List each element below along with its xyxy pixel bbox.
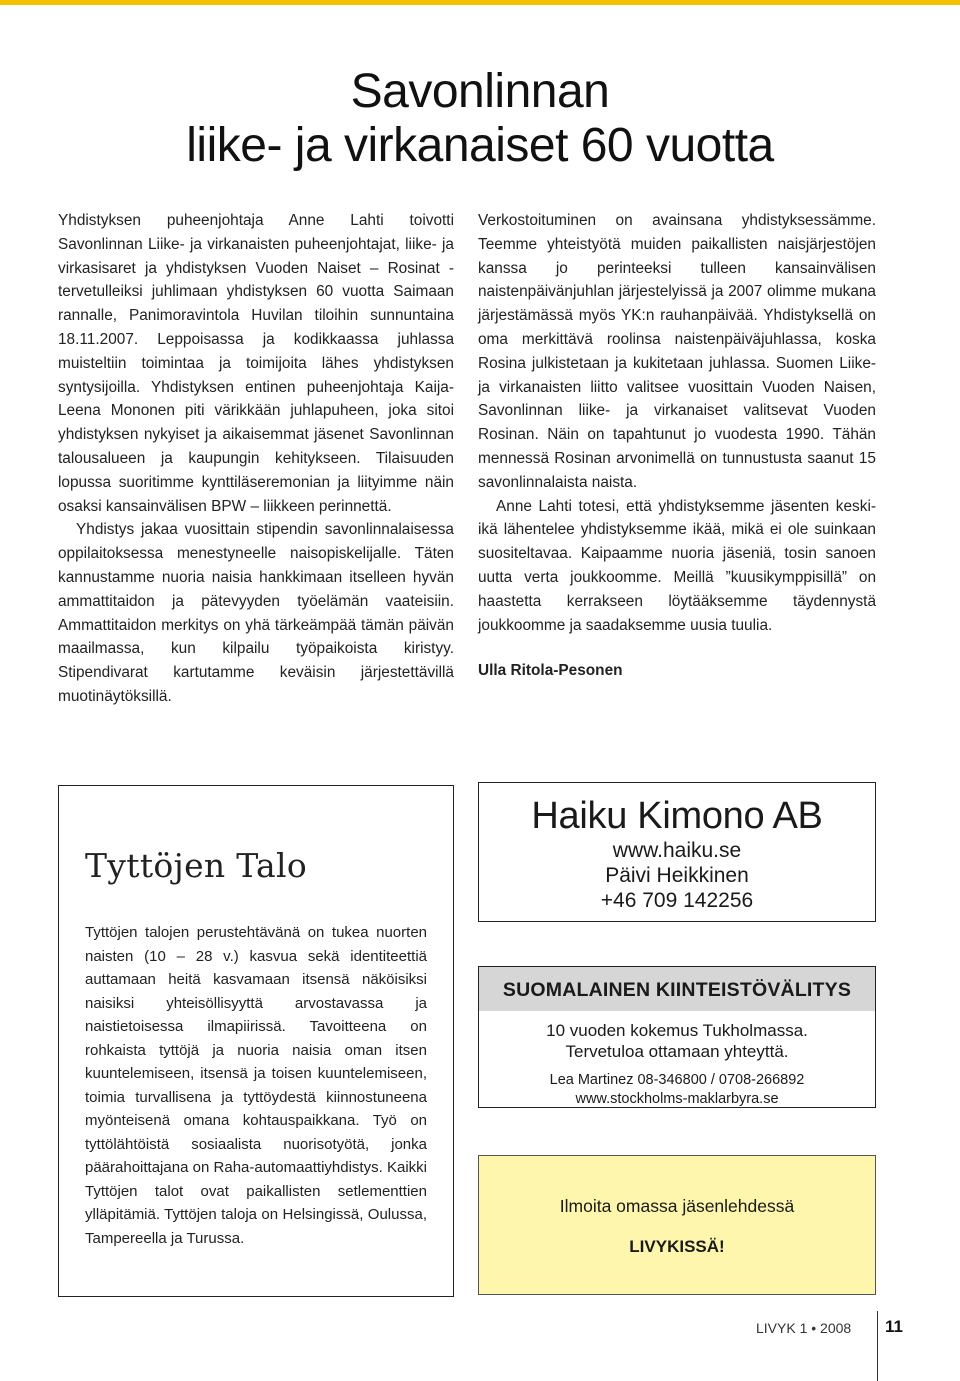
ad-haiku-kimono — [478, 782, 876, 922]
article-right-column — [478, 209, 876, 683]
ad-talo-body: Tyttöjen talojen perustehtävänä on tukea nuorten naisten (10 – 28 v.) kasvua sekä identiteettiä auttamaan heitä kasvamaan itsensä näköisiksi naisiksi yhteisöllisyyttä arvostavassa ja naistietoisessa ilmapiirissä. Tavoitteena on rohkaista tyttöjä ja nuoria naisia oman itsen kuuntelemiseen, itsensä ja toisen kuuntelemiseen, toimia turvallisena ja tyttöydestä kiinnostuneena myönteisenä omana kohtauspaikkana. Työ on tyttölähtöistä sosiaalista nuorisotyötä, jonka päärahoittajana on Raha-automaattiyhdistys. Kaikki Tyttöjen talot ovat paikallisten setlementtien ylläpitämiä. Tyttöjen taloja on Helsingissä, Oulussa, Tampereella ja Turussa. — [85, 924, 427, 1247]
article-paragraph: Verkostoituminen on avainsana yhdistyksessämme. Teemme yhteistyötä muiden paikallisten naisjärjestöjen kanssa jo perinteeksi tulleen kansainvälisen naistenpäivänjuhlan järjestelyissä ja 2007 olimme mukana järjestämässä myös YK:n rauhanpäivää. Yhdistyksellä on oma merkittävä roolinsa naistenpäiväjuhlassa, koska Rosina julkistetaan ja kukitetaan juhlassa. Suomen Liike- ja virkanaisten liitto valitsee vuosittain Vuoden Naisen, Savonlinnan liike- ja virkanaiset valitsevat Vuoden Rosinan. Näin on tapahtunut jo vuodesta 1990. Tähän mennessä Rosinan arvonimellä on tunnustusta saanut 15 savonlinnalaista naista. — [478, 212, 876, 491]
article-paragraph: Yhdistyksen puheenjohtaja Anne Lahti toivotti Savonlinnan Liike- ja virkanaisten puheenjohtajat, liike- ja virkasisaret ja yhdistyksen Vuoden Naiset – Rosinat - tervetulleiksi juhlimaan yhdistyksen 60 vuotta Saimaan rannalle, Panimoravintola Huvilan tiloihin sunnuntaina 18.11.2007. Leppoisassa ja kodikkaassa juhlassa muisteltiin toimintaa ja toimijoita lähes yhdistyksen syntysijoilla. Yhdistyksen entinen puheenjohtaja Kaija-Leena Mononen piti värikkään juhlapuheen, joka sitoi yhdistyksen nykyiset ja aikaisemmat jäsenet Savonlinnan talousalueen ja kaupungin kehitykseen. Tilaisuuden lopussa suoritimme kynttiläseremonian ja liityimme näin osaksi kansainvälisen BPW – liikkeen perinnettä. — [58, 212, 454, 515]
ad-ilmoita — [478, 1155, 876, 1295]
page-number: 11 — [885, 1317, 903, 1336]
article-paragraph: Anne Lahti totesi, että yhdistyksemme jäsenten keski-ikä lähentelee yhdistyksemme ikää, mikä ei ole suinkaan suositeltavaa. Kaipaamme nuoria jäseniä, tosin sanoen uutta verta joukkoomme. Meillä ”kuusikymppisillä” on haastetta kerrakseen löytääksemme täydennystä joukkoomme ja saadaksemme uusia tuulia. — [478, 497, 876, 634]
ad-tyttojen-talo — [58, 785, 454, 1297]
page-title-line-1: Savonlinnan — [350, 65, 610, 118]
ad-suomalainen-kiinteistovalitys — [478, 966, 876, 1108]
ad-suomi-url[interactable]: www.stockholms-maklarbyra.se — [575, 1091, 779, 1107]
ad-haiku-person: Päivi Heikkinen — [605, 864, 749, 887]
article-author: Ulla Ritola-Pesonen — [478, 662, 623, 680]
ad-suomi-contact: Lea Martinez 08-346800 / 0708-266892 — [549, 1072, 805, 1088]
ad-ilmoita-strong: LIVYKISSÄ! — [629, 1237, 725, 1256]
ad-suomi-heading: SUOMALAINEN KIINTEISTÖVÄLITYS — [479, 967, 875, 1011]
article-left-column — [58, 209, 454, 709]
ad-suomi-line: 10 vuoden kokemus Tukholmassa. — [546, 1021, 808, 1040]
article-paragraph: Yhdistys jakaa vuosittain stipendin savonlinnalaisessa oppilaitoksessa menestyneelle naisopiskelijalle. Täten kannustamme nuoria naisia hankkimaan itselleen hyvän ammattitaidon ja pätevyyden työelämän vaateisiin. Ammattitaidon merkitys on yhä tärkeämpää tämän päivän maailmassa, kun kilpailu työpaikoista kiristyy. Stipendivarat kartutamme keväisin järjestettävillä muotinäytöksillä. — [58, 521, 454, 705]
ad-ilmoita-line: Ilmoita omassa jäsenlehdessä — [559, 1196, 795, 1216]
page-title-line-2: liike- ja virkanaiset 60 vuotta — [186, 119, 774, 172]
top-accent-bar — [0, 0, 960, 5]
ad-haiku-url[interactable]: www.haiku.se — [612, 839, 742, 862]
ad-suomi-line: Tervetuloa ottamaan yhteyttä. — [565, 1042, 789, 1061]
ad-talo-title: Tyttöjen Talo — [85, 846, 307, 885]
footer-divider — [877, 1311, 878, 1381]
footer-issue: LIVYK 1 • 2008 — [756, 1320, 852, 1336]
ad-haiku-phone: +46 709 142256 — [600, 889, 754, 912]
ad-haiku-name: Haiku Kimono AB — [531, 795, 823, 837]
